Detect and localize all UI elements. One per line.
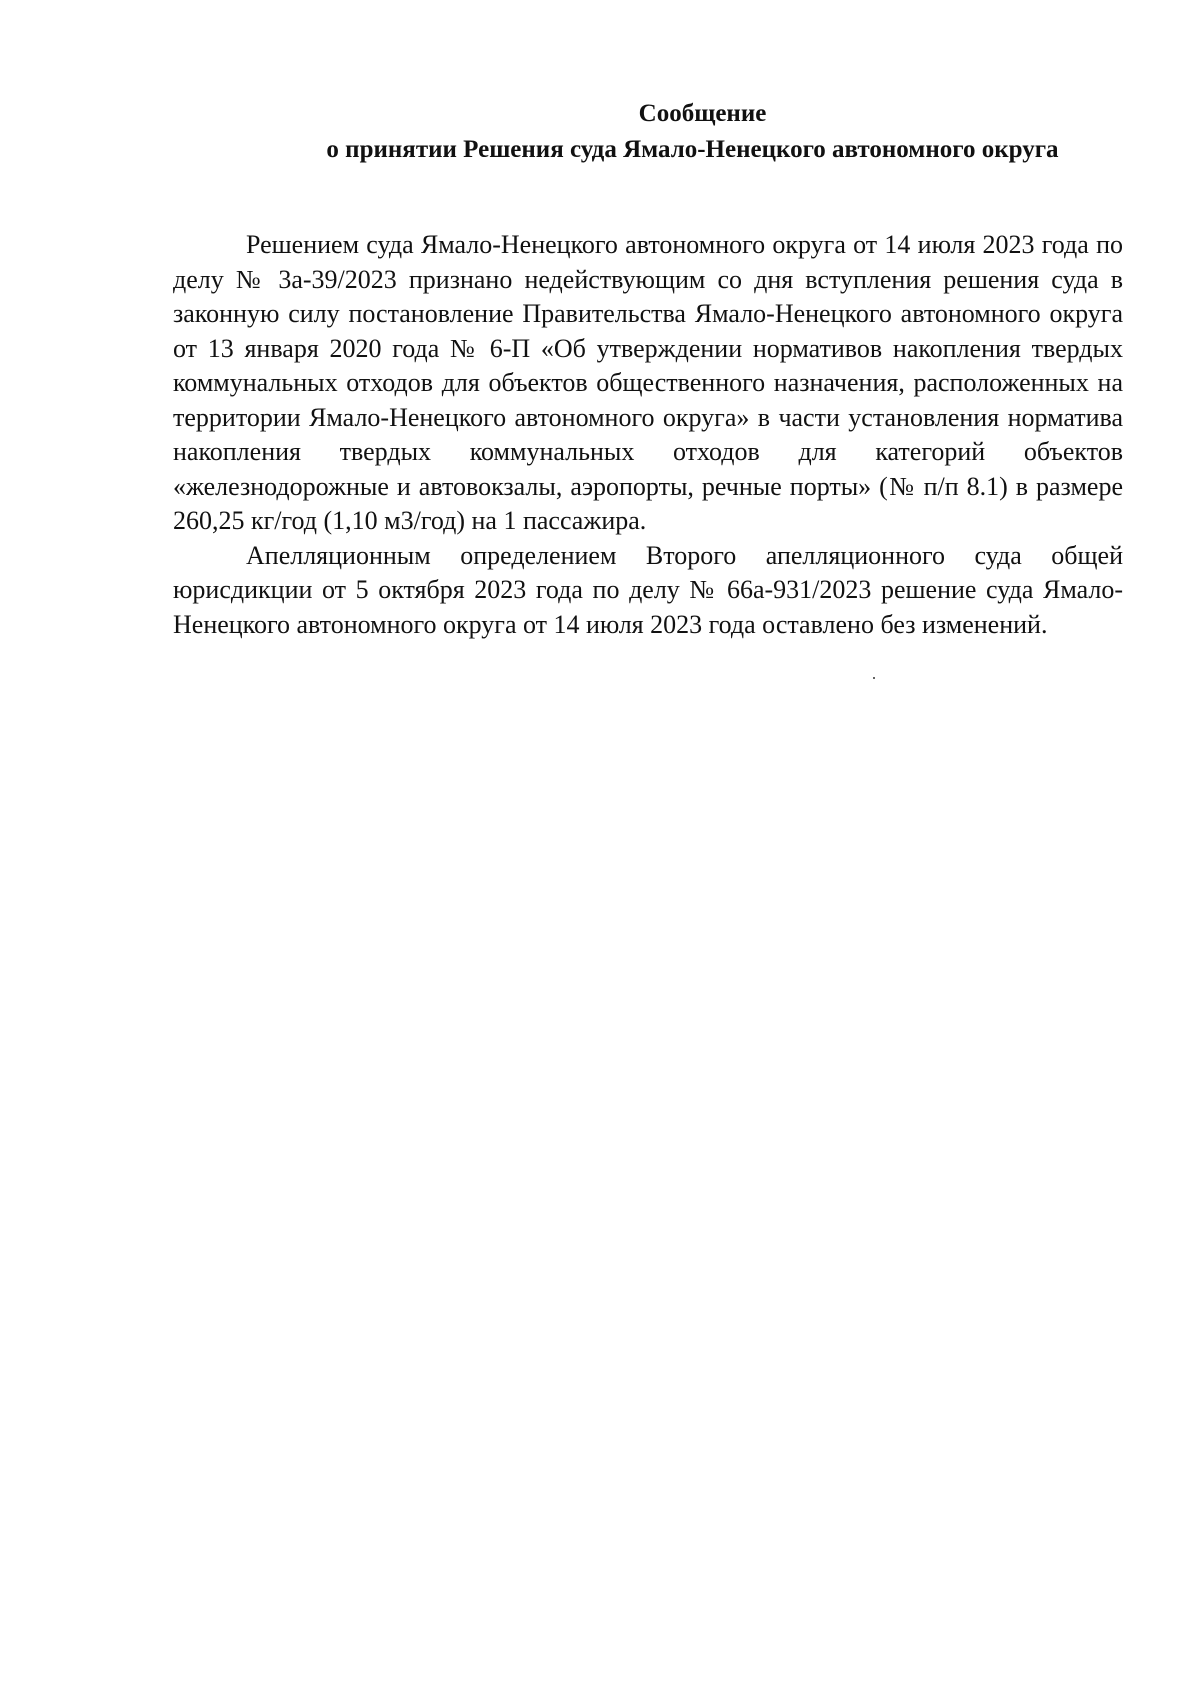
scan-speck: [873, 677, 875, 679]
document-body: [173, 228, 1123, 642]
paragraph-appeal: Апелляционным определением Второго апелляционного суда общей юрисдикции от 5 октября 2023 года по делу № 66а-931/2023 решение суда Ямало-Ненецкого автономного округа от 14 июля 2023 года оставлено без изменений.: [173, 540, 1123, 639]
paragraph-decision: Решением суда Ямало-Ненецкого автономного округа от 14 июля 2023 года по делу № 3а-39/2023 признано недействующим со дня вступления решения суда в законную силу постановление Правительства Ямало-Ненецкого автономного округа от 13 января 2020 года № 6-П «Об утверждении нормативов накопления твердых коммунальных отходов для объектов общественного назначения, расположенных на территории Ямало-Ненецкого автономного округа» в части установления норматива накопления твердых коммунальных отходов для категорий объектов «железнодорожные и автовокзалы, аэропорты, речные порты» (№ п/п 8.1) в размере 260,25 кг/год (1,10 м3/год) на 1 пассажира.: [173, 230, 1123, 535]
title-line-1: Сообщение: [638, 100, 767, 127]
title-line-2: о принятии Решения суда Ямало-Ненецкого автономного округа: [326, 136, 1059, 163]
document-title: [255, 96, 1130, 168]
